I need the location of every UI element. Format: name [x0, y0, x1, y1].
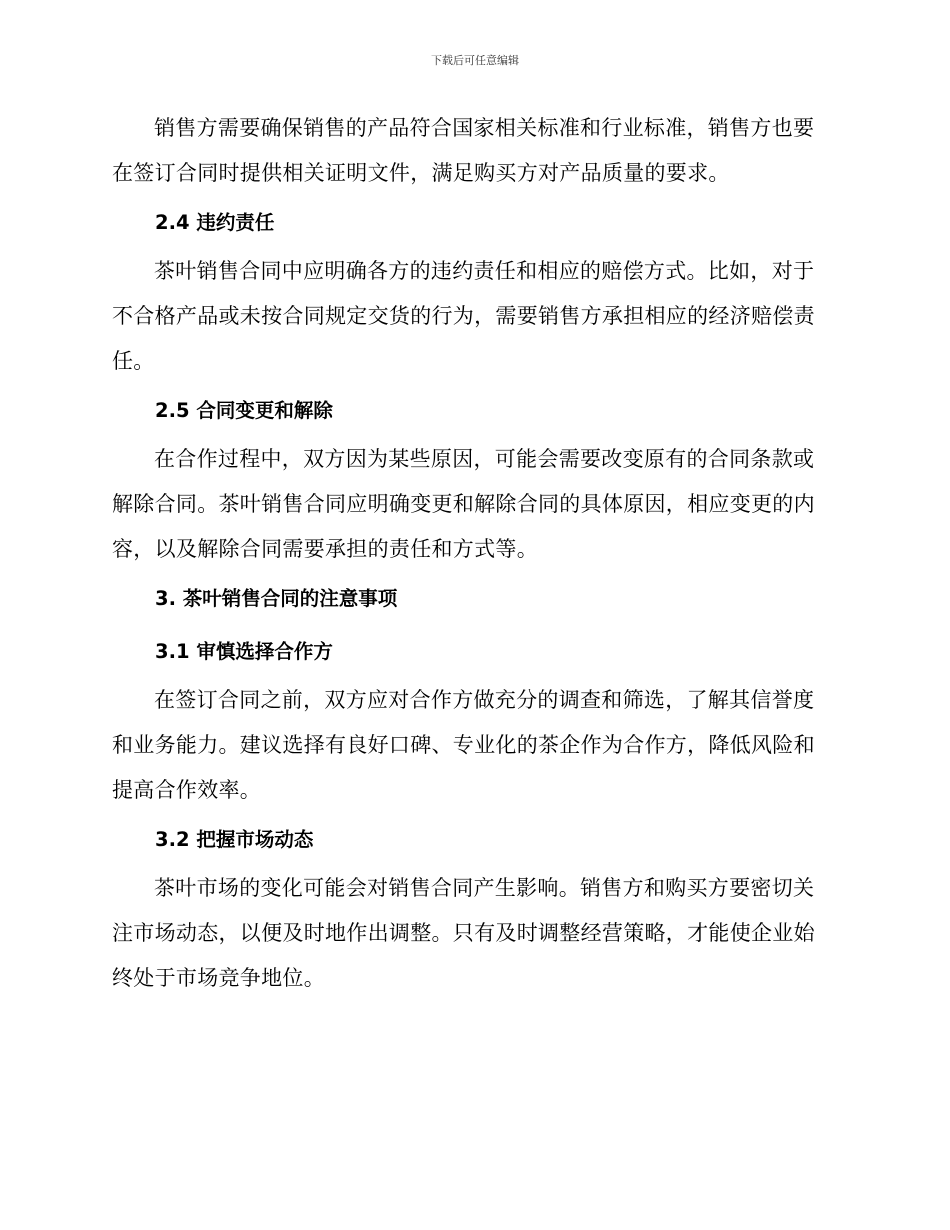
paragraph-market-dynamics: 茶叶市场的变化可能会对销售合同产生影响。销售方和购买方要密切关注市场动态，以便及时地作出调整。只有及时调整经营策略，才能使企业始终处于市场竞争地位。	[112, 876, 815, 990]
section-heading-3-2: 3.2 把握市场动态	[155, 828, 314, 851]
section-heading-2-5: 2.5 合同变更和解除	[155, 399, 333, 422]
paragraph-partner-selection: 在签订合同之前，双方应对合作方做充分的调查和筛选，了解其信誉度和业务能力。建议选择有良好口碑、专业化的茶企作为合作方，降低风险和提高合作效率。	[112, 688, 815, 802]
section-heading-2-4: 2.4 违约责任	[155, 211, 275, 234]
paragraph-breach-liability: 茶叶销售合同中应明确各方的违约责任和相应的赔偿方式。比如，对于不合格产品或未按合同规定交货的行为，需要销售方承担相应的经济赔偿责任。	[112, 259, 815, 373]
paragraph-contract-change: 在合作过程中，双方因为某些原因，可能会需要改变原有的合同条款或解除合同。茶叶销售合同应明确变更和解除合同的具体原因，相应变更的内容，以及解除合同需要承担的责任和方式等。	[112, 447, 815, 561]
paragraph-quality-requirements: 销售方需要确保销售的产品符合国家相关标准和行业标准，销售方也要在签订合同时提供相关证明文件，满足购买方对产品质量的要求。	[112, 116, 815, 185]
section-heading-3-1: 3.1 审慎选择合作方	[155, 640, 333, 663]
document-body	[112, 106, 832, 1001]
section-heading-3: 3. 茶叶销售合同的注意事项	[155, 587, 398, 610]
page-header: 下载后可任意编辑	[431, 54, 519, 67]
